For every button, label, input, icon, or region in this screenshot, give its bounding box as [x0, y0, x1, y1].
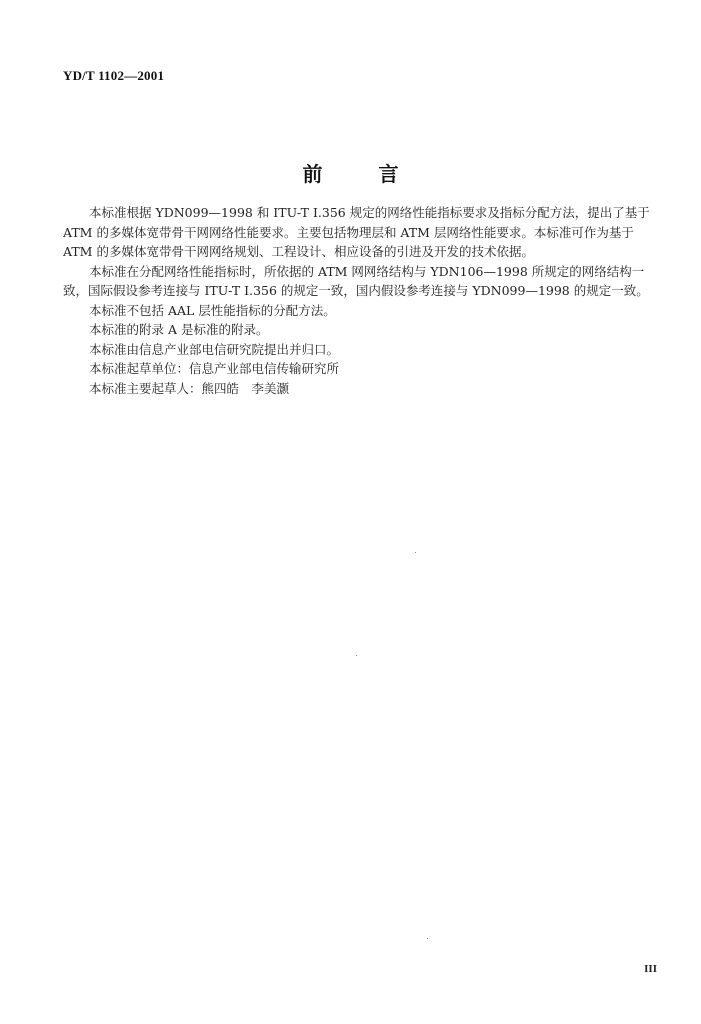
page-number: III	[644, 963, 657, 975]
paragraph-line: 本标准起草单位：信息产业部电信传输研究所	[89, 361, 340, 376]
paragraph-line: 本标准不包括 AAL 层性能指标的分配方法。	[89, 302, 336, 318]
standard-number: YD/T 1102—2001	[63, 68, 165, 83]
title-char-1: 前	[302, 162, 323, 186]
scan-speck	[356, 655, 357, 656]
paragraph-line: 本标准主要起草人：熊四皓 李美灏	[89, 380, 290, 396]
paragraph-line: 本标准根据 YDN099—1998 和 ITU-T I.356 规定的网络性能指标要求及指标分配方法，提出了基于	[89, 205, 650, 220]
foreword-body	[63, 203, 673, 398]
paragraph-line: 本标准在分配网络性能指标时，所依据的 ATM 网网络结构与 YDN106—1998 所规定的网络结构一	[89, 263, 645, 279]
title-char-2: 言	[378, 162, 399, 186]
page-title	[0, 158, 701, 187]
scan-speck	[427, 938, 428, 939]
paragraph-line: 致，国际假设参考连接与 ITU-T I.356 的规定一致，国内假设参考连接与 YDN099—1998 的规定一致。	[63, 283, 649, 298]
scan-speck	[415, 552, 416, 553]
paragraph-line: 本标准的附录 A 是标准的附录。	[89, 322, 269, 337]
paragraph-line: 本标准由信息产业部电信研究院提出并归口。	[89, 341, 340, 357]
paragraph-line: ATM 的多媒体宽带骨干网网络规划、工程设计、相应设备的引进及开发的技术依据。	[63, 244, 534, 259]
paragraph-line: ATM 的多媒体宽带骨干网网络性能要求。主要包括物理层和 ATM 层网络性能要求。本标准可作为基于	[63, 224, 634, 240]
